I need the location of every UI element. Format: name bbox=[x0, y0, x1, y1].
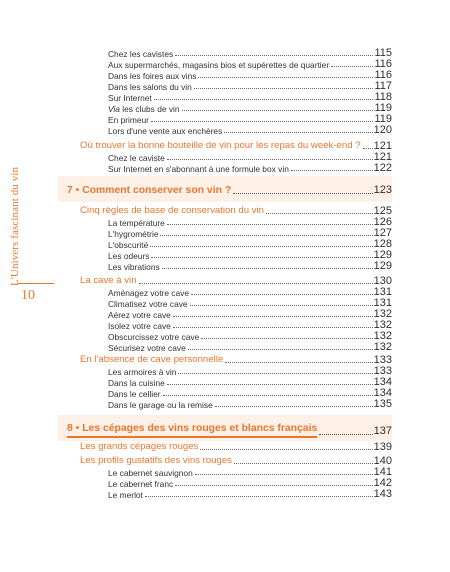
toc-leader-dots bbox=[173, 316, 373, 317]
toc-entry-title: Aménagez votre cave bbox=[108, 288, 190, 298]
toc-entry-page: 117 bbox=[374, 80, 392, 92]
toc-entry[interactable] bbox=[108, 478, 392, 489]
toc-entry-page: 118 bbox=[374, 91, 392, 103]
toc-entry-title: Dans la cuisine bbox=[108, 378, 165, 388]
toc-entry-title: Dans le cellier bbox=[108, 389, 161, 399]
toc-section-page: 139 bbox=[373, 441, 392, 453]
toc-entry-title-italic: Via bbox=[108, 104, 120, 114]
toc-entry-title-rest: les clubs de vin bbox=[119, 104, 180, 114]
toc-entry-page: 143 bbox=[373, 488, 392, 500]
toc-entry-page: 127 bbox=[373, 227, 392, 239]
toc-leader-dots bbox=[150, 246, 372, 247]
toc-entry-page: 133 bbox=[373, 365, 392, 377]
toc-entry[interactable] bbox=[108, 489, 392, 500]
toc-entry-page: 119 bbox=[374, 113, 392, 125]
toc-section-page: 125 bbox=[373, 205, 392, 217]
toc-entry[interactable] bbox=[108, 48, 392, 59]
toc-chapter-title: 7 • Comment conserver son vin ? bbox=[67, 185, 232, 196]
toc-entry-title: Le cabernet sauvignon bbox=[108, 468, 193, 478]
toc-leader-dots bbox=[162, 268, 373, 269]
toc-section-title: Les profils gustatifs des vins rouges bbox=[80, 455, 232, 466]
toc-entry-title: Le cabernet franc bbox=[108, 479, 174, 489]
toc-entry-title: Obscurcissez votre cave bbox=[108, 332, 200, 342]
running-title: L'Univers fascinant du vin bbox=[9, 166, 21, 286]
toc-entry[interactable] bbox=[108, 217, 392, 228]
toc-chapter-title: 8 • Les cépages des vins rouges et blancs français bbox=[67, 422, 317, 438]
toc-entry[interactable] bbox=[108, 377, 392, 388]
toc-leader-dots bbox=[154, 99, 374, 100]
toc-entry[interactable] bbox=[108, 239, 392, 250]
toc-entry-title: Isolez votre cave bbox=[108, 321, 171, 331]
toc-entry-title: En primeur bbox=[108, 115, 149, 125]
toc-entry-page: 119 bbox=[374, 102, 392, 114]
toc-entry-title: L'obscurité bbox=[108, 240, 149, 250]
toc-chapter-page: 137 bbox=[373, 425, 392, 437]
toc-section-title: La cave à vin bbox=[80, 275, 137, 286]
toc-entry-title: Chez le caviste bbox=[108, 153, 165, 163]
toc-entry[interactable] bbox=[108, 103, 392, 114]
toc-entry-page: 116 bbox=[374, 69, 392, 81]
toc-entry[interactable] bbox=[108, 59, 392, 70]
toc-entry-page: 132 bbox=[373, 341, 392, 353]
toc-entry[interactable] bbox=[108, 92, 392, 103]
toc-entry-page: 132 bbox=[373, 330, 392, 342]
toc-entry-page: 120 bbox=[373, 124, 392, 136]
toc-leader-dots bbox=[175, 55, 373, 56]
toc-entry-title: Climatisez votre cave bbox=[108, 299, 188, 309]
toc-entry[interactable] bbox=[108, 261, 392, 272]
toc-entry-title: Chez les cavistes bbox=[108, 49, 174, 59]
toc-entry[interactable] bbox=[108, 287, 392, 298]
toc-leader-dots bbox=[233, 193, 372, 194]
toc-entry[interactable] bbox=[108, 114, 392, 125]
toc-entry[interactable] bbox=[108, 331, 392, 342]
toc-entry[interactable] bbox=[108, 298, 392, 309]
toc-section-title: Les grands cépages rouges bbox=[80, 441, 199, 452]
toc-entry-title: Aux supermarchés, magasins bios et supérettes de quartier bbox=[108, 60, 330, 70]
toc-leader-dots bbox=[266, 213, 373, 214]
toc-leader-dots bbox=[201, 338, 372, 339]
toc-entry-title: Dans les salons du vin bbox=[108, 82, 192, 92]
toc-entry-title: Le merlot bbox=[108, 490, 143, 500]
toc-entry-page: 131 bbox=[373, 286, 392, 298]
toc-chapter-page: 123 bbox=[373, 184, 392, 196]
toc-entry[interactable] bbox=[108, 467, 392, 478]
toc-entry[interactable] bbox=[108, 228, 392, 239]
toc-leader-dots bbox=[198, 77, 373, 78]
toc-leader-dots bbox=[194, 88, 374, 89]
toc-section-page: 133 bbox=[373, 354, 392, 366]
toc-leader-dots bbox=[215, 406, 373, 407]
toc-leader-dots bbox=[145, 496, 373, 497]
toc-section-title: En l'absence de cave personnelle bbox=[80, 354, 224, 365]
toc-section[interactable] bbox=[80, 354, 392, 366]
toc-leader-dots bbox=[151, 121, 373, 122]
toc-leader-dots bbox=[191, 294, 373, 295]
toc-entry-page: 121 bbox=[373, 151, 392, 163]
toc-entry[interactable] bbox=[108, 388, 392, 399]
toc-entry[interactable] bbox=[108, 399, 392, 410]
toc-entry[interactable] bbox=[108, 70, 392, 81]
toc-leader-dots bbox=[178, 373, 372, 374]
toc-entry-title: La température bbox=[108, 218, 165, 228]
toc-entry-title: Dans le garage ou la remise bbox=[108, 400, 213, 410]
toc-section-title: Où trouver la bonne bouteille de vin pour les repas du week-end ? bbox=[80, 140, 361, 151]
toc-leader-dots bbox=[167, 384, 373, 385]
toc-leader-dots bbox=[167, 159, 373, 160]
toc-entry-page: 135 bbox=[373, 398, 392, 410]
toc-leader-dots bbox=[225, 362, 372, 363]
toc-entry-page: 134 bbox=[373, 387, 392, 399]
toc-entry-title: Les odeurs bbox=[108, 251, 150, 261]
toc-leader-dots bbox=[160, 235, 372, 236]
toc-leader-dots bbox=[195, 474, 373, 475]
toc-entry-title: Les armoires à vin bbox=[108, 367, 177, 377]
toc-entry-title: Sur Internet bbox=[108, 93, 152, 103]
toc-section-page: 130 bbox=[373, 275, 392, 287]
toc-entry-title: Sur Internet en s'abonnant à une formule box vin bbox=[108, 164, 289, 174]
toc-leader-dots bbox=[188, 349, 373, 350]
toc-entry-title: Dans les foires aux vins bbox=[108, 71, 197, 81]
toc-entry-title: L'hygrométrie bbox=[108, 229, 159, 239]
toc-leader-dots bbox=[167, 224, 373, 225]
toc-leader-dots bbox=[163, 395, 373, 396]
toc-leader-dots bbox=[139, 283, 373, 284]
toc-entry-page: 142 bbox=[373, 477, 392, 489]
toc-entry[interactable] bbox=[108, 309, 392, 320]
toc-entry-page: 122 bbox=[373, 162, 392, 174]
toc-entry-page: 132 bbox=[373, 308, 392, 320]
toc-entry-page: 131 bbox=[373, 297, 392, 309]
toc-leader-dots bbox=[331, 66, 373, 67]
toc-entry-title: Lors d'une vente aux enchères bbox=[108, 126, 223, 136]
toc-entry-title: Sécurisez votre cave bbox=[108, 343, 186, 353]
toc-chapter[interactable] bbox=[67, 422, 392, 438]
toc-entry-page: 132 bbox=[373, 319, 392, 331]
toc-entry-page: 116 bbox=[374, 58, 392, 70]
toc-section[interactable] bbox=[80, 205, 392, 217]
toc-entry[interactable] bbox=[108, 125, 392, 136]
toc-entry-page: 134 bbox=[373, 376, 392, 388]
toc-section[interactable] bbox=[80, 140, 392, 152]
running-title-divider bbox=[18, 283, 54, 284]
toc-leader-dots bbox=[200, 449, 372, 450]
toc-entry[interactable] bbox=[108, 320, 392, 331]
toc-entry[interactable] bbox=[108, 163, 392, 174]
toc-entry[interactable] bbox=[108, 250, 392, 261]
toc-leader-dots bbox=[291, 170, 373, 171]
toc-entry-title bbox=[108, 104, 180, 114]
toc-leader-dots bbox=[190, 305, 373, 306]
toc-entry-title: Aérez votre cave bbox=[108, 310, 171, 320]
toc-leader-dots bbox=[151, 257, 372, 258]
toc-section-page: 140 bbox=[373, 455, 392, 467]
toc-entry[interactable] bbox=[108, 81, 392, 92]
toc-section[interactable] bbox=[80, 275, 392, 287]
toc-leader-dots bbox=[182, 110, 374, 111]
toc-section[interactable] bbox=[80, 441, 392, 453]
toc-leader-dots bbox=[175, 485, 372, 486]
toc-section-page: 121 bbox=[373, 140, 392, 152]
toc-leader-dots bbox=[234, 463, 373, 464]
toc-leader-dots bbox=[224, 132, 372, 133]
toc-entry-title: Les vibrations bbox=[108, 262, 160, 272]
toc-chapter[interactable] bbox=[67, 184, 392, 197]
toc-section[interactable] bbox=[80, 455, 392, 467]
toc-entry-page: 128 bbox=[373, 238, 392, 250]
toc-entry-page: 141 bbox=[373, 466, 392, 478]
toc-leader-dots bbox=[363, 148, 373, 149]
toc-entry-page: 129 bbox=[373, 249, 392, 261]
toc-leader-dots bbox=[173, 327, 373, 328]
toc-entry-page: 115 bbox=[374, 47, 392, 59]
toc-entry-page: 129 bbox=[373, 260, 392, 272]
toc-entry[interactable] bbox=[108, 342, 392, 353]
toc-entry[interactable] bbox=[108, 366, 392, 377]
toc-entry[interactable] bbox=[108, 152, 392, 163]
toc-leader-dots bbox=[319, 434, 372, 435]
toc-entry-page: 126 bbox=[373, 216, 392, 228]
page-number: 10 bbox=[21, 288, 35, 303]
toc-section-title: Cinq règles de base de conservation du vin bbox=[80, 205, 264, 216]
